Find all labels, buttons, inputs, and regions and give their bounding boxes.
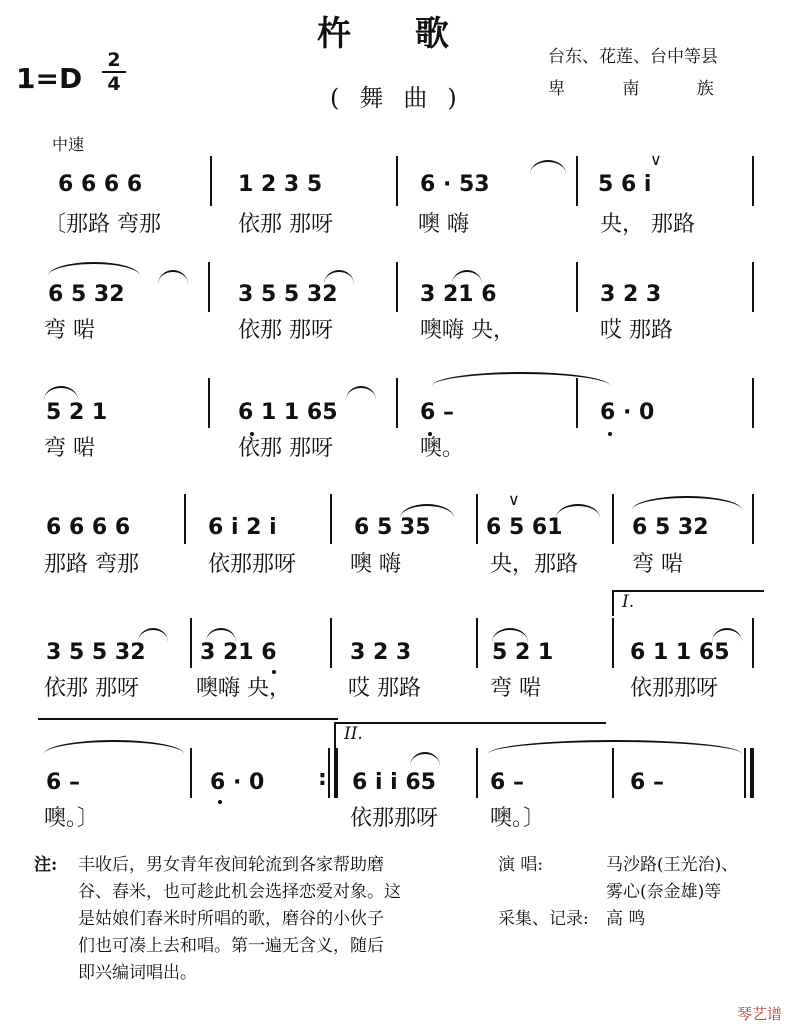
measure-notes: 6 · 0 — [600, 400, 655, 425]
lyric-line: 央， 那路 — [600, 212, 695, 237]
footnote-label: 注: — [34, 855, 58, 875]
barline — [396, 262, 398, 312]
measure-notes: 6 – — [420, 400, 454, 425]
measure-notes: 3 5 5 32 — [46, 640, 146, 665]
low-octave-dot — [608, 432, 612, 436]
lyric-line: 依那 那呀 — [44, 676, 139, 701]
lyric-line: 依那 那呀 — [238, 436, 333, 461]
barline — [396, 378, 398, 428]
measure-notes: 3 21 6 — [200, 640, 277, 665]
origin-ethnic-group: 卑 南 族 — [548, 79, 740, 99]
repeat-sign: : — [318, 766, 327, 791]
measure-notes: 6 5 32 — [632, 515, 709, 540]
lyric-line: 噢嗨 央， — [420, 318, 515, 343]
tie — [44, 740, 184, 754]
barline — [752, 494, 754, 544]
key-signature: 1=D — [16, 62, 83, 95]
barline — [184, 494, 186, 544]
measure-notes: 3 21 6 — [420, 282, 497, 307]
site-watermark: 琴艺谱 — [736, 1005, 782, 1023]
measure-notes: 6 – — [490, 770, 524, 795]
lyric-line: 依那 那呀 — [238, 212, 333, 237]
measure-notes: 6 5 35 — [354, 515, 431, 540]
footnote — [34, 852, 474, 987]
lyric-line: 噢 嗨 — [418, 212, 469, 237]
barline — [576, 262, 578, 312]
measure-notes: 6 1 1 65 — [630, 640, 730, 665]
lyric-line: 噢。 — [420, 436, 465, 461]
footnote-text — [34, 852, 474, 987]
first-ending-continuation — [38, 718, 338, 720]
lyric-line: 依那那呀 — [350, 806, 439, 831]
barline — [752, 618, 754, 668]
barline — [396, 156, 398, 206]
barline — [330, 618, 332, 668]
final-barline-thin — [744, 748, 746, 798]
lyric-line: 依那那呀 — [630, 676, 719, 701]
measure-notes: 6 6 6 6 — [58, 172, 143, 197]
second-ending-label: II. — [344, 724, 363, 744]
barline — [190, 748, 192, 798]
lyric-line: 央，那路 — [490, 552, 579, 577]
barline — [330, 494, 332, 544]
barline — [476, 494, 478, 544]
footnote-line: 即兴编词唱出。 — [78, 963, 197, 983]
breath-mark: ∨ — [508, 490, 520, 509]
slur — [632, 496, 742, 510]
measure-notes: 6 · 53 — [420, 172, 490, 197]
footnote-line: 是姑娘们舂米时所唱的歌，磨谷的小伙子 — [78, 909, 384, 929]
song-title: 杵 歌 — [317, 14, 475, 54]
measure-notes: 6 i 2 i — [208, 515, 277, 540]
measure-notes: 6 – — [46, 770, 80, 795]
lyric-line: 依那 那呀 — [238, 318, 333, 343]
barline — [612, 494, 614, 544]
lyric-line: 噢 嗨 — [350, 552, 401, 577]
song-subtitle: (舞曲) — [330, 84, 477, 112]
slur — [556, 504, 600, 518]
collector-label: 采集、记录: — [498, 909, 589, 929]
repeat-barline-thin — [328, 748, 330, 798]
lyric-line: 噢嗨 央， — [196, 676, 291, 701]
barline — [612, 748, 614, 798]
credits — [498, 852, 738, 933]
barline — [752, 262, 754, 312]
measure-notes: 6 6 6 6 — [46, 515, 131, 540]
singer-label: 演 唱: — [498, 855, 544, 875]
singer-names: 马沙路(王光治)、 — [606, 855, 739, 875]
measure-notes: 1 2 3 5 — [238, 172, 323, 197]
barline — [208, 262, 210, 312]
lyric-line: 弯 啱 — [44, 436, 95, 461]
footnote-line: 丰收后，男女青年夜间轮流到各家帮助磨 — [78, 855, 384, 875]
barline — [576, 156, 578, 206]
footnote-line: 谷、舂米，也可趁此机会选择恋爱对象。这 — [78, 882, 401, 902]
barline — [476, 618, 478, 668]
measure-notes: 3 5 5 32 — [238, 282, 338, 307]
slur — [158, 270, 188, 284]
origin-region: 台东、花莲、台中等县 — [548, 47, 718, 67]
lyric-line: 〔那路 弯那 — [44, 212, 161, 237]
slur — [48, 262, 140, 276]
barline — [576, 378, 578, 428]
low-octave-dot — [218, 800, 222, 804]
collector-name: 高 鸣 — [606, 909, 646, 929]
singer-names-cont: 雾心(奈金雄)等 — [606, 882, 722, 902]
slur — [530, 160, 566, 174]
slur — [44, 386, 78, 400]
barline — [208, 378, 210, 428]
barline — [476, 748, 478, 798]
barline — [612, 618, 614, 668]
measure-notes: 6 5 61 — [486, 515, 563, 540]
final-barline-thick — [750, 748, 754, 798]
lyric-line: 哎 那路 — [600, 318, 673, 343]
measure-notes: 6 · 0 — [210, 770, 265, 795]
time-denominator: 4 — [107, 73, 121, 95]
repeat-barline-thick — [334, 748, 338, 798]
measure-notes: 6 1 1 65 — [238, 400, 338, 425]
slur — [346, 386, 376, 400]
lyric-line: 那路 弯那 — [44, 552, 139, 577]
lyric-line: 依那那呀 — [208, 552, 297, 577]
measure-notes: 3 2 3 — [600, 282, 662, 307]
measure-notes: 6 – — [630, 770, 664, 795]
measure-notes: 3 2 3 — [350, 640, 412, 665]
lyric-line: 弯 啱 — [490, 676, 541, 701]
footnote-line: 们也可凑上去和唱。第一遍无含义，随后 — [78, 936, 384, 956]
lyric-line: 噢。〕 — [490, 806, 546, 831]
time-signature — [102, 50, 126, 94]
barline — [190, 618, 192, 668]
measure-notes: 5 6 i — [598, 172, 652, 197]
barline — [210, 156, 212, 206]
measure-notes: 5 2 1 — [492, 640, 554, 665]
low-octave-dot — [272, 670, 276, 674]
measure-notes: 6 i i 65 — [352, 770, 436, 795]
time-numerator: 2 — [107, 49, 121, 71]
breath-mark: ∨ — [650, 150, 662, 169]
measure-notes: 6 5 32 — [48, 282, 125, 307]
tie — [432, 372, 610, 386]
first-ending-label: I. — [622, 592, 635, 612]
lyric-line: 弯 啱 — [44, 318, 95, 343]
barline — [752, 378, 754, 428]
lyric-line: 哎 那路 — [348, 676, 421, 701]
tempo-marking: 中速 — [52, 135, 85, 154]
slur — [410, 752, 440, 766]
measure-notes: 5 2 1 — [46, 400, 108, 425]
first-ending-bracket — [612, 590, 764, 616]
lyric-line: 噢。〕 — [44, 806, 100, 831]
lyric-line: 弯 啱 — [632, 552, 683, 577]
barline — [752, 156, 754, 206]
